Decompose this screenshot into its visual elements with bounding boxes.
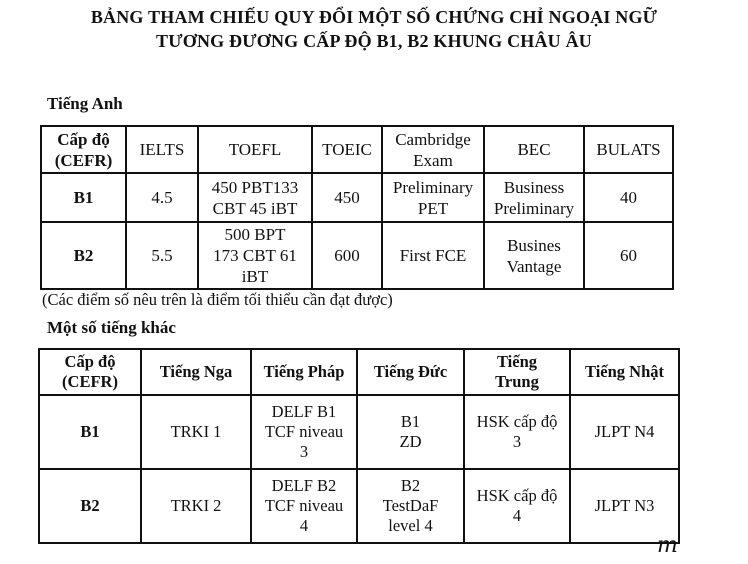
header-cell-french: Tiếng Pháp	[251, 349, 357, 395]
header-cell-japanese: Tiếng Nhật	[570, 349, 679, 395]
document-title-line-2: TƯƠNG ĐƯƠNG CẤP ĐỘ B1, B2 KHUNG CHÂU ÂU	[156, 31, 592, 51]
cell-bulats: 40	[584, 173, 673, 222]
header-cell-toefl: TOEFL	[198, 126, 312, 173]
table-row-b1	[39, 395, 679, 469]
cell-level: B1	[39, 395, 141, 469]
header-cell-level: Cấp độ (CEFR)	[39, 349, 141, 395]
cell-bulats: 60	[584, 222, 673, 289]
cell-level: B2	[41, 222, 126, 289]
cell-japanese: JLPT N3	[570, 469, 679, 543]
cell-french: DELF B2 TCF niveau 4	[251, 469, 357, 543]
table-header-row	[39, 349, 679, 395]
header-cell-bec: BEC	[484, 126, 584, 173]
cell-chinese: HSK cấp độ 4	[464, 469, 570, 543]
cell-russian: TRKI 2	[141, 469, 251, 543]
cell-bec: Business Preliminary	[484, 173, 584, 222]
table-row-b1	[41, 173, 673, 222]
handwritten-signature-mark: m	[657, 533, 678, 558]
header-cell-toeic: TOEIC	[312, 126, 382, 173]
table-header-row	[41, 126, 673, 173]
table-row-b2	[39, 469, 679, 543]
cell-toeic: 450	[312, 173, 382, 222]
header-cell-german: Tiếng Đức	[357, 349, 464, 395]
header-cell-russian: Tiếng Nga	[141, 349, 251, 395]
cell-french: DELF B1 TCF niveau 3	[251, 395, 357, 469]
section-heading-other-languages: Một số tiếng khác	[47, 318, 176, 337]
cell-cambridge: Preliminary PET	[382, 173, 484, 222]
cell-chinese: HSK cấp độ 3	[464, 395, 570, 469]
document-title-line-1: BẢNG THAM CHIẾU QUY ĐỔI MỘT SỐ CHỨNG CHỈ NGOẠI NGỮ	[90, 7, 658, 27]
table-row-b2	[41, 222, 673, 289]
cell-cambridge: First FCE	[382, 222, 484, 289]
cell-ielts: 5.5	[126, 222, 198, 289]
cell-level: B1	[41, 173, 126, 222]
minimum-score-note: (Các điểm số nêu trên là điểm tối thiểu cần đạt được)	[42, 290, 393, 309]
cell-german: B1 ZD	[357, 395, 464, 469]
cell-level: B2	[39, 469, 141, 543]
cell-toefl: 450 PBT133 CBT 45 iBT	[198, 173, 312, 222]
header-cell-chinese: Tiếng Trung	[464, 349, 570, 395]
cell-japanese: JLPT N4	[570, 395, 679, 469]
cell-bec: Busines Vantage	[484, 222, 584, 289]
cell-german: B2 TestDaF level 4	[357, 469, 464, 543]
header-cell-level: Cấp độ (CEFR)	[41, 126, 126, 173]
cell-toefl: 500 BPT 173 CBT 61 iBT	[198, 222, 312, 289]
header-cell-cambridge: Cambridge Exam	[382, 126, 484, 173]
section-heading-english: Tiếng Anh	[47, 94, 123, 113]
english-certificate-table	[40, 125, 674, 290]
cell-toeic: 600	[312, 222, 382, 289]
header-cell-ielts: IELTS	[126, 126, 198, 173]
cell-ielts: 4.5	[126, 173, 198, 222]
cell-russian: TRKI 1	[141, 395, 251, 469]
other-languages-table	[38, 348, 680, 544]
header-cell-bulats: BULATS	[584, 126, 673, 173]
